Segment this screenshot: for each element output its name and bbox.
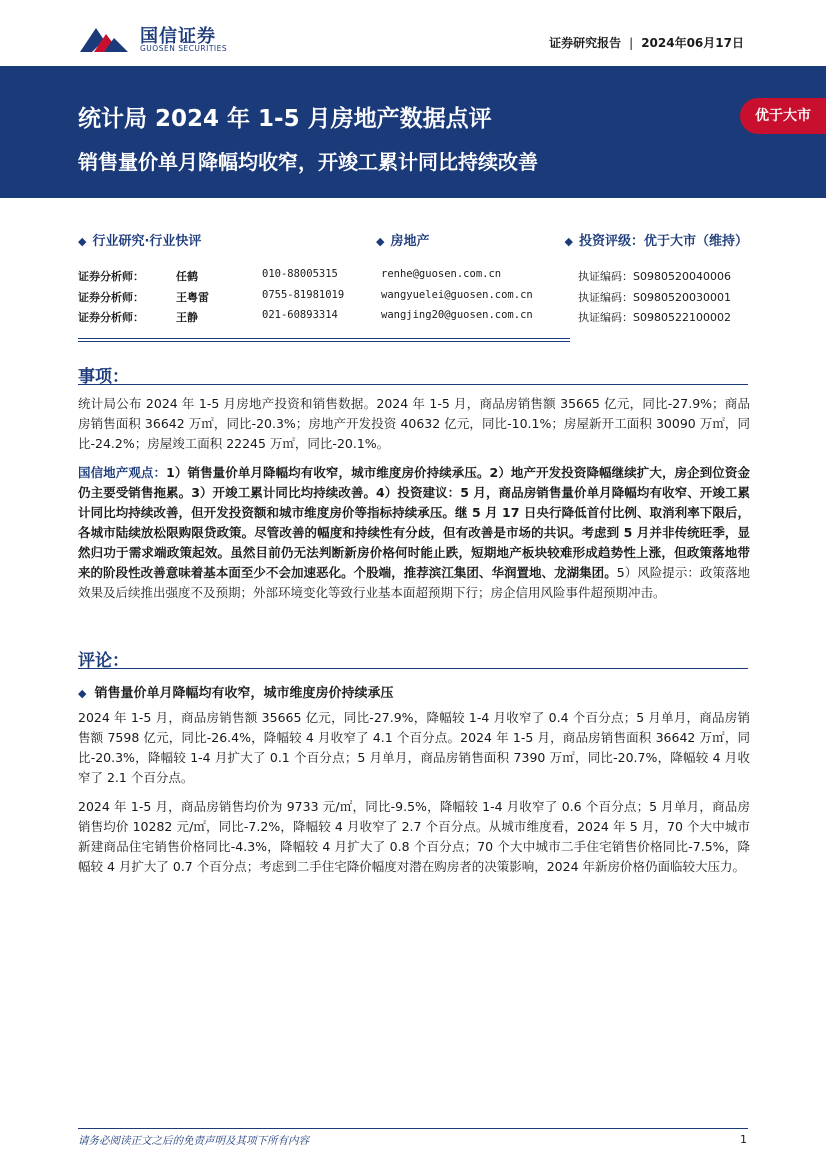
footer-rule bbox=[78, 1128, 748, 1129]
comments-paragraph: 2024 年 1-5 月，商品房销售额 35665 亿元，同比-27.9%，降幅较 1-4 月收窄了 0.4 个百分点；5 月单月，商品房销售额 7598 亿元，同比-26.4%，降幅较 4 月收窄了 4.1 个百分点。2024 年 1-5 月，商品房销售面积 36642 万㎡，同比-20.3%，降幅较 1-4 月扩大了 0.1 个百分点；5 月单月，商品房销售面积 7390 万㎡，同比-20.7%，降幅较 4 月收窄了 2.1 个百分点。 bbox=[78, 710, 750, 785]
analyst-email[interactable]: wangjing20@guosen.com.cn bbox=[381, 309, 533, 321]
guosen-logo-icon bbox=[78, 22, 130, 56]
analyst-email[interactable]: wangyuelei@guosen.com.cn bbox=[381, 289, 533, 301]
brand-name-english: GUOSEN SECURITIES bbox=[140, 44, 228, 53]
analyst-row bbox=[78, 309, 748, 329]
divider bbox=[78, 341, 570, 342]
rating-badge: 优于大市 bbox=[740, 98, 826, 134]
tag-rating-label: 投资评级：优于大市（维持） bbox=[578, 234, 748, 249]
tag-category bbox=[78, 230, 201, 249]
section-rule bbox=[78, 668, 748, 669]
viewpoint-risk-text: 5）风险提示：政策落地效果及后续推出强度不及预期；外部环境变化等致行业基本面超预期下行；房企信用风险事件超预期冲击。 bbox=[78, 565, 750, 600]
section-rule bbox=[78, 384, 748, 385]
tag-rating bbox=[565, 230, 748, 249]
analyst-email[interactable]: renhe@guosen.com.cn bbox=[381, 268, 502, 280]
report-meta bbox=[549, 34, 744, 51]
analyst-row bbox=[78, 268, 748, 288]
tag-category-label: 行业研究·行业快评 bbox=[92, 234, 202, 249]
diamond-icon: ◆ bbox=[78, 687, 87, 700]
report-type: 证券研究报告 bbox=[549, 36, 622, 50]
comments-paragraph: 2024 年 1-5 月，商品房销售均价为 9733 元/㎡，同比-9.5%，降幅较 1-4 月收窄了 0.6 个百分点；5 月单月，商品房销售均价 10282 元/㎡，同比-7.2%，降幅较 4 月收窄了 2.7 个百分点。从城市维度看，2024 年 5 月，70 个大中城市新建商品住宅销售价格同比-4.3%，降幅较 4 月扩大了 0.8 个百分点；70 个大中城市二手住宅销售价格同比-7.5%，降幅较 4 月扩大了 0.7 个百分点；考虑到二手住宅降价幅度对潜在购房者的决策影响，2024 年新房价格仍面临较大压力。 bbox=[78, 799, 750, 874]
analyst-label: 证券分析师： bbox=[78, 291, 144, 304]
analyst-label: 证券分析师： bbox=[78, 270, 144, 283]
analyst-cert: 执证编码：S0980522100002 bbox=[578, 311, 731, 324]
analyst-phone: 010-88005315 bbox=[262, 268, 338, 280]
tag-industry bbox=[376, 230, 429, 249]
report-title: 统计局 2024 年 1-5 月房地产数据点评 bbox=[78, 106, 492, 132]
analyst-name: 王静 bbox=[176, 311, 198, 324]
comments-subheading bbox=[78, 682, 393, 701]
events-body: 统计局公布 2024 年 1-5 月房地产投资和销售数据。2024 年 1-5 月，商品房销售额 35665 亿元，同比-27.9%；商品房销售面积 36642 万㎡，同比-20.3%；房地产开发投资 40632 亿元，同比-10.1%；房屋新开工面积 30090 万㎡，同比-24.2%；房屋竣工面积 22245 万㎡，同比-20.1%。 bbox=[78, 396, 750, 451]
analyst-row bbox=[78, 289, 748, 309]
analyst-cert: 执证编码：S0980520040006 bbox=[578, 270, 731, 283]
viewpoint-bold-text: 1）销售量价单月降幅均有收窄，城市维度房价持续承压。2）地产开发投资降幅继续扩大，房企到位资金仍主要受销售拖累。3）开竣工累计同比均持续改善。4）投资建议：5 月，商品房销售量价单月降幅均有收窄、开竣工累计同比均持续改善，但开发投资额和城市维度房价等指标持续承压。继 5 月 17 日央行降低首付比例、取消利率下限后，各城市陆续放松限购限贷政策。尽管改善的幅度和持续性有分歧，但有改善是市场的共识。考虑到 5 月并非传统旺季，显然归功于需求端政策起效。虽然目前仍无法判断新房价格何时能止跌，短期地产板块较难形成趋势性上涨，但政策落地带来的阶段性改善意味着基本面至少不会加速恶化。个股端，推荐滨江集团、华润置地、龙湖集团。 bbox=[78, 465, 750, 580]
analyst-cert: 执证编码：S0980520030001 bbox=[578, 291, 731, 304]
analyst-name: 王粤雷 bbox=[176, 291, 209, 304]
diamond-icon: ◆ bbox=[564, 235, 573, 248]
diamond-icon: ◆ bbox=[78, 235, 87, 248]
viewpoint-label: 国信地产观点： bbox=[78, 465, 167, 480]
viewpoint-paragraph bbox=[78, 463, 750, 603]
analyst-phone: 021-60893314 bbox=[262, 309, 338, 321]
tag-industry-label: 房地产 bbox=[390, 234, 430, 249]
analyst-name: 任鹤 bbox=[176, 270, 198, 283]
comments-subheading-label: 销售量价单月降幅均有收窄，城市维度房价持续承压 bbox=[94, 686, 394, 701]
report-subtitle: 销售量价单月降幅均收窄，开竣工累计同比持续改善 bbox=[78, 150, 538, 174]
diamond-icon: ◆ bbox=[376, 235, 385, 248]
meta-separator: | bbox=[629, 36, 634, 50]
brand-name: 国信证券 bbox=[140, 26, 216, 47]
analyst-phone: 0755-81981019 bbox=[262, 289, 345, 301]
events-heading: 事项： bbox=[78, 367, 129, 387]
report-date: 2024年06月17日 bbox=[641, 36, 744, 50]
page-number: 1 bbox=[740, 1133, 747, 1146]
comments-heading: 评论： bbox=[78, 651, 129, 671]
footer-disclaimer: 请务必阅读正文之后的免责声明及其项下所有内容 bbox=[78, 1135, 309, 1147]
analyst-label: 证券分析师： bbox=[78, 311, 144, 324]
divider bbox=[78, 338, 570, 339]
